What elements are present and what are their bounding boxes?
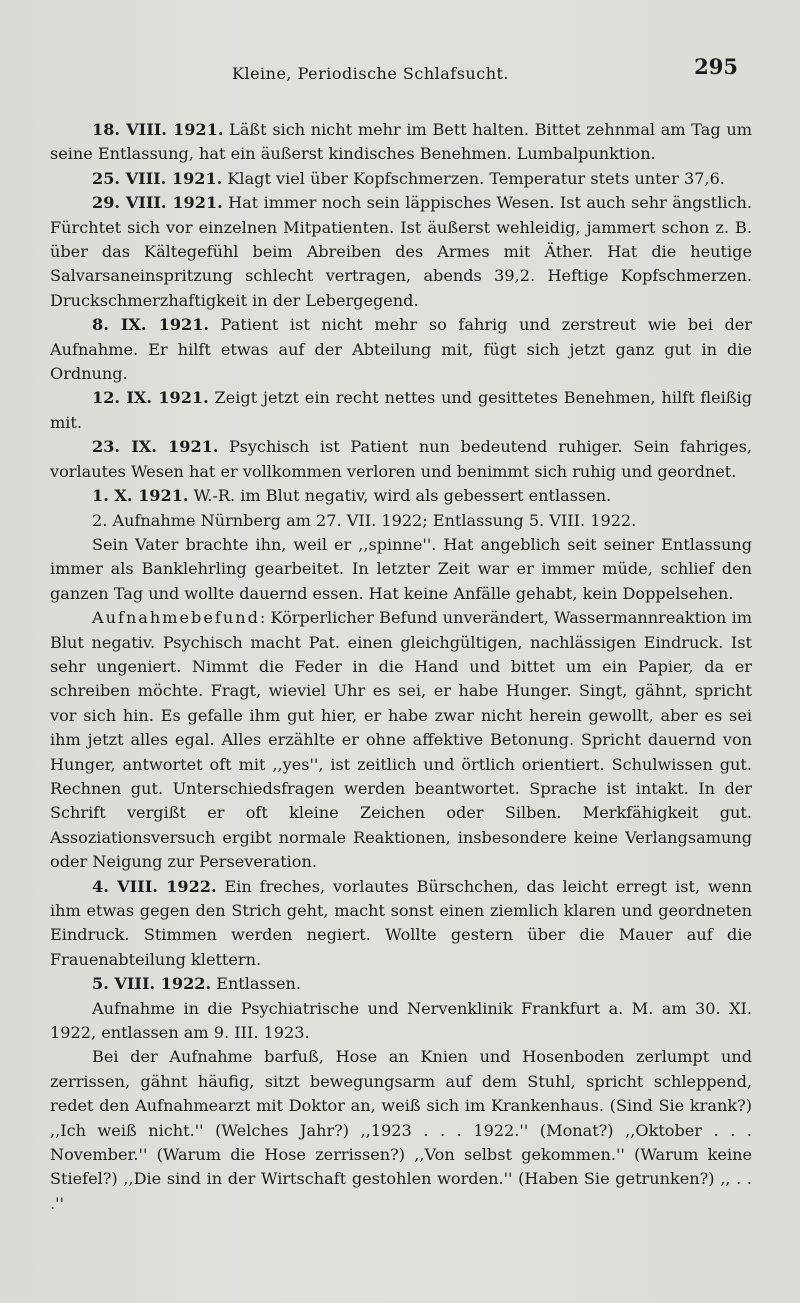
entry-date: 29. VIII. 1921.: [92, 193, 223, 213]
paragraph: [50, 533, 752, 606]
entry-date: 25. VIII. 1921.: [92, 168, 223, 188]
paragraph: [50, 386, 752, 435]
paragraph-text: Bei der Aufnahme barfuß, Hose an Knien und Hosenboden zerlumpt und zerrissen, gähnt häufig, sitzt bewegungsarm auf dem Stuhl, spricht schleppend, redet den Aufnahmearzt mit Doktor an, weiß sich im Krankenhaus. (Sind Sie krank?) ,,Ich weiß nicht.'' (Welches Jahr?) ,,1923 . . . 1922.'' (Monat?) ,,Oktober . . . November.'' (Warum die Hose zerrissen?) ,,Von selbst gekommen.'' (Warum keine Stiefel?) ,,Die sind in der Wirtschaft gestohlen worden.'' (Haben Sie getrunken?) ,, . . .'': [50, 1047, 752, 1213]
paragraph: [50, 509, 752, 533]
paragraph: [50, 875, 752, 973]
paragraph: [50, 1045, 752, 1216]
paragraph: [50, 191, 752, 313]
paragraph: [50, 167, 752, 191]
paragraph-text: Hat immer noch sein läppisches Wesen. Ist auch sehr ängstlich. Fürchtet sich vor einzelnen Mitpatienten. Ist äußerst wehleidig, jammert schon z. B. über das Kältegefühl beim Abreiben des Armes mit Äther. Hat die heutige Salvarsaneinspritzung schlecht vertragen, abends 39,2. Heftige Kopfschmerzen. Druckschmerzhaftigkeit in der Lebergegend.: [50, 193, 753, 310]
paragraph-text: Läßt sich nicht mehr im Bett halten. Bittet zehnmal am Tag um seine Entlassung, hat ein äußerst kindisches Benehmen. Lumbalpunktion.: [50, 120, 752, 164]
entry-date: 1. X. 1921.: [92, 486, 189, 506]
section-label: Aufnahmebefund: [92, 608, 260, 628]
body-text: [50, 118, 752, 1216]
paragraph-text: Klagt viel über Kopfschmerzen. Temperatur stets unter 37,6.: [222, 168, 725, 188]
entry-date: 8. IX. 1921.: [92, 315, 210, 335]
paragraph-text: Psychisch ist Patient nun bedeutend ruhiger. Sein fahriges, vorlautes Wesen hat er vollkommen verloren und benimmt sich ruhig und geordnet.: [50, 437, 752, 481]
page-number: 295: [694, 54, 738, 79]
entry-date: 4. VIII. 1922.: [92, 876, 217, 896]
entry-date: 18. VIII. 1921.: [92, 120, 224, 139]
entry-date: 23. IX. 1921.: [92, 437, 219, 457]
paragraph: [50, 997, 752, 1046]
paragraph: [50, 484, 752, 508]
entry-date: 5. VIII. 1922.: [92, 974, 212, 994]
paragraph-text: Sein Vater brachte ihn, weil er ,,spinne''. Hat angeblich seit seiner Entlassung immer als Banklehrling gearbeitet. In letzter Zeit war er immer müde, schlief den ganzen Tag und wollte dauernd essen. Hat keine Anfälle gehabt, kein Doppelsehen.: [50, 534, 752, 603]
paragraph-text: : Körperlicher Befund unverändert, Wassermannreaktion im Blut negativ. Psychisch macht Pat. einen gleichgültigen, nachlässigen Eindruck. Ist sehr ungeniert. Nimmt die Feder in die Hand und bittet um ein Papier, da er schreiben möchte. Fragt, wieviel Uhr es sei, er habe Hunger. Singt, gähnt, spricht vor sich hin. Es gefalle ihm gut hier, er habe zwar nicht herein gewollt, aber es sei ihm jetzt alles egal. Alles erzählte er ohne affektive Betonung. Spricht dauernd von Hunger, antwortet oft mit ,,yes'', ist zeitlich und örtlich orientiert. Schulwissen gut. Rechnen gut. Unterschiedsfragen werden beantwortet. Sprache ist intakt. In der Schrift vergißt er oft kleine Zeichen oder Silben. Merkfähigkeit gut. Assoziationsversuch ergibt normale Reaktionen, insbesondere keine Verlangsamung oder Neigung zur Perseveration.: [50, 608, 752, 872]
paragraph-text: Ein freches, vorlautes Bürschchen, das leicht erregt ist, wenn ihm etwas gegen den Strich geht, macht sonst einen ziemlich klaren und geordneten Eindruck. Stimmen werden negiert. Wollte gestern über die Mauer auf die Frauenabteilung klettern.: [50, 876, 752, 969]
running-head: Kleine, Periodische Schlafsucht.: [232, 64, 510, 83]
paragraph: [50, 606, 752, 874]
paragraph-text: Zeigt jetzt ein recht nettes und gesittetes Benehmen, hilft fleißig mit.: [50, 388, 753, 432]
paragraph-text: 2. Aufnahme Nürnberg am 27. VII. 1922; Entlassung 5. VIII. 1922.: [92, 510, 637, 530]
paragraph-text: W.-R. im Blut negativ, wird als gebessert entlassen.: [188, 486, 612, 506]
paragraph-text: Aufnahme in die Psychiatrische und Nervenklinik Frankfurt a. M. am 30. XI. 1922, entlassen am 9. III. 1923.: [50, 998, 752, 1043]
paragraph: [50, 118, 752, 167]
paragraph-text: Patient ist nicht mehr so fahrig und zerstreut wie bei der Aufnahme. Er hilft etwas auf der Abteilung mit, fügt sich jetzt ganz gut in die Ordnung.: [50, 315, 752, 384]
paragraph-text: Entlassen.: [211, 974, 302, 994]
paragraph: [50, 972, 752, 996]
entry-date: 12. IX. 1921.: [92, 388, 209, 408]
paragraph: [50, 313, 752, 386]
page-header: [50, 54, 752, 94]
paragraph: [50, 435, 752, 484]
